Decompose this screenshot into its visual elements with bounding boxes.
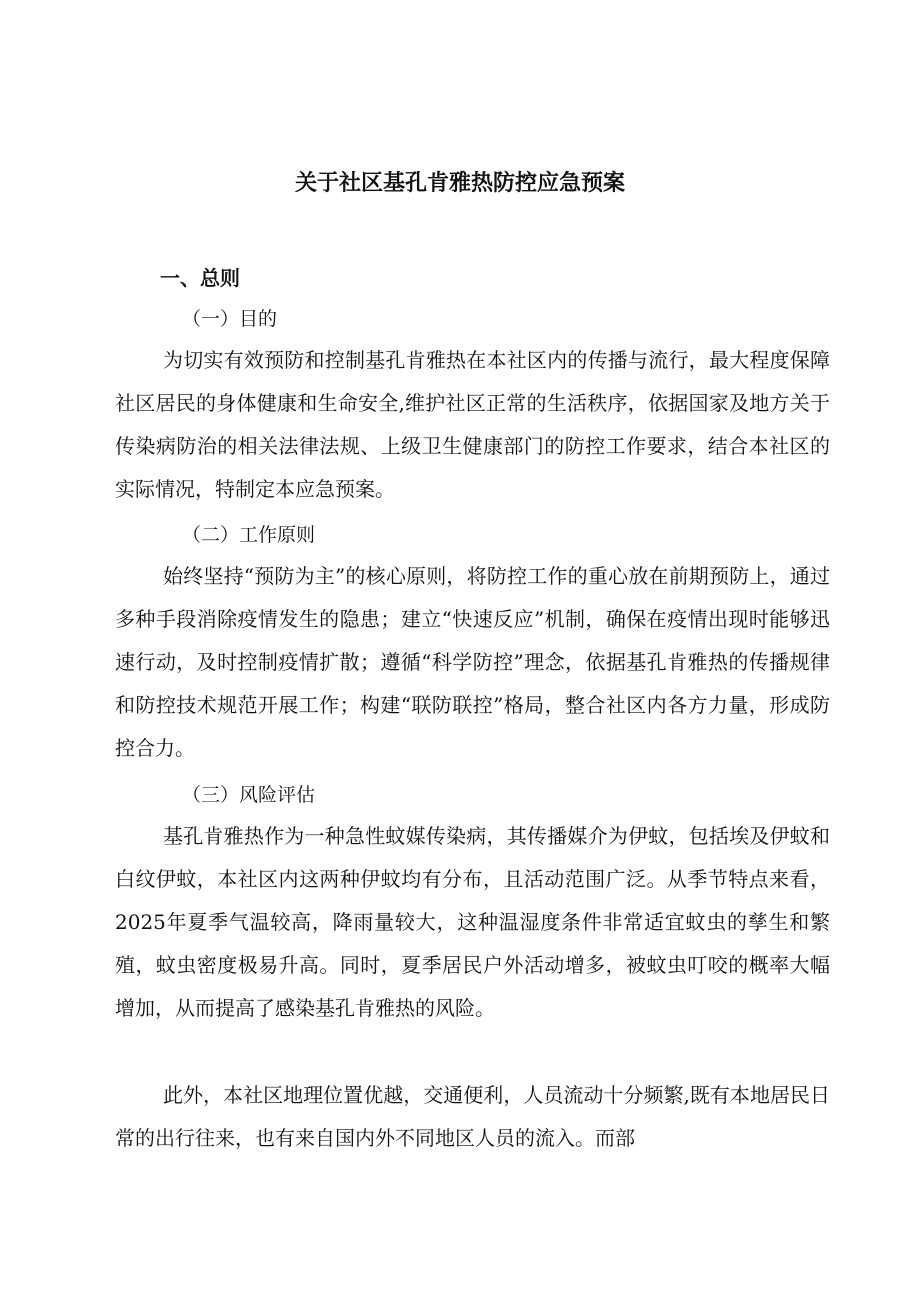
document-title: 关于社区基孔肯雅热防控应急预案 <box>294 171 625 196</box>
section-heading-general: 一、总则 <box>160 266 240 290</box>
paragraph-risk-1: 基孔肯雅热作为一种急性蚊媒传染病，其传播媒介为伊蚊，包括埃及伊蚊和白纹伊蚊，本社区内这两种伊蚊均有分布，且活动范围广泛。从季节特点来看，2025年夏季气温较高，降雨量较大，这种温湿度条件非常适宜蚊虫的孳生和繁殖，蚊虫密度极易升高。同时，夏季居民户外活动增多，被蚊虫叮咬的概率大幅增加，从而提高了感染基孔肯雅热的风险。 <box>115 824 830 1020</box>
paragraph-risk-2: 此外，本社区地理位置优越，交通便利，人员流动十分频繁,既有本地居民日常的出行往来，也有来自国内外不同地区人员的流入。而部 <box>115 1083 830 1150</box>
paragraph-purpose: 为切实有效预防和控制基孔肯雅热在本社区内的传播与流行，最大程度保障社区居民的身体健康和生命安全,维护社区正常的生活秩序，依据国家及地方关于传染病防治的相关法律法规、上级卫生健康部门的防控工作要求，结合本社区的实际情况，特制定本应急预案。 <box>115 348 830 501</box>
subsection-heading-purpose: （一）目的 <box>182 308 278 330</box>
paragraph-principles: 始终坚持“预防为主”的核心原则，将防控工作的重心放在前期预防上，通过多种手段消除疫情发生的隐患；建立“快速反应”机制，确保在疫情出现时能够迅速行动，及时控制疫情扩散；遵循“科学防控”理念，依据基孔肯雅热的传播规律和防控技术规范开展工作；构建“联防联控”格局，整合社区内各方力量，形成防控合力。 <box>115 564 830 760</box>
subsection-heading-principles: （二）工作原则 <box>182 524 316 546</box>
subsection-heading-risk: （三）风险评估 <box>182 784 316 806</box>
